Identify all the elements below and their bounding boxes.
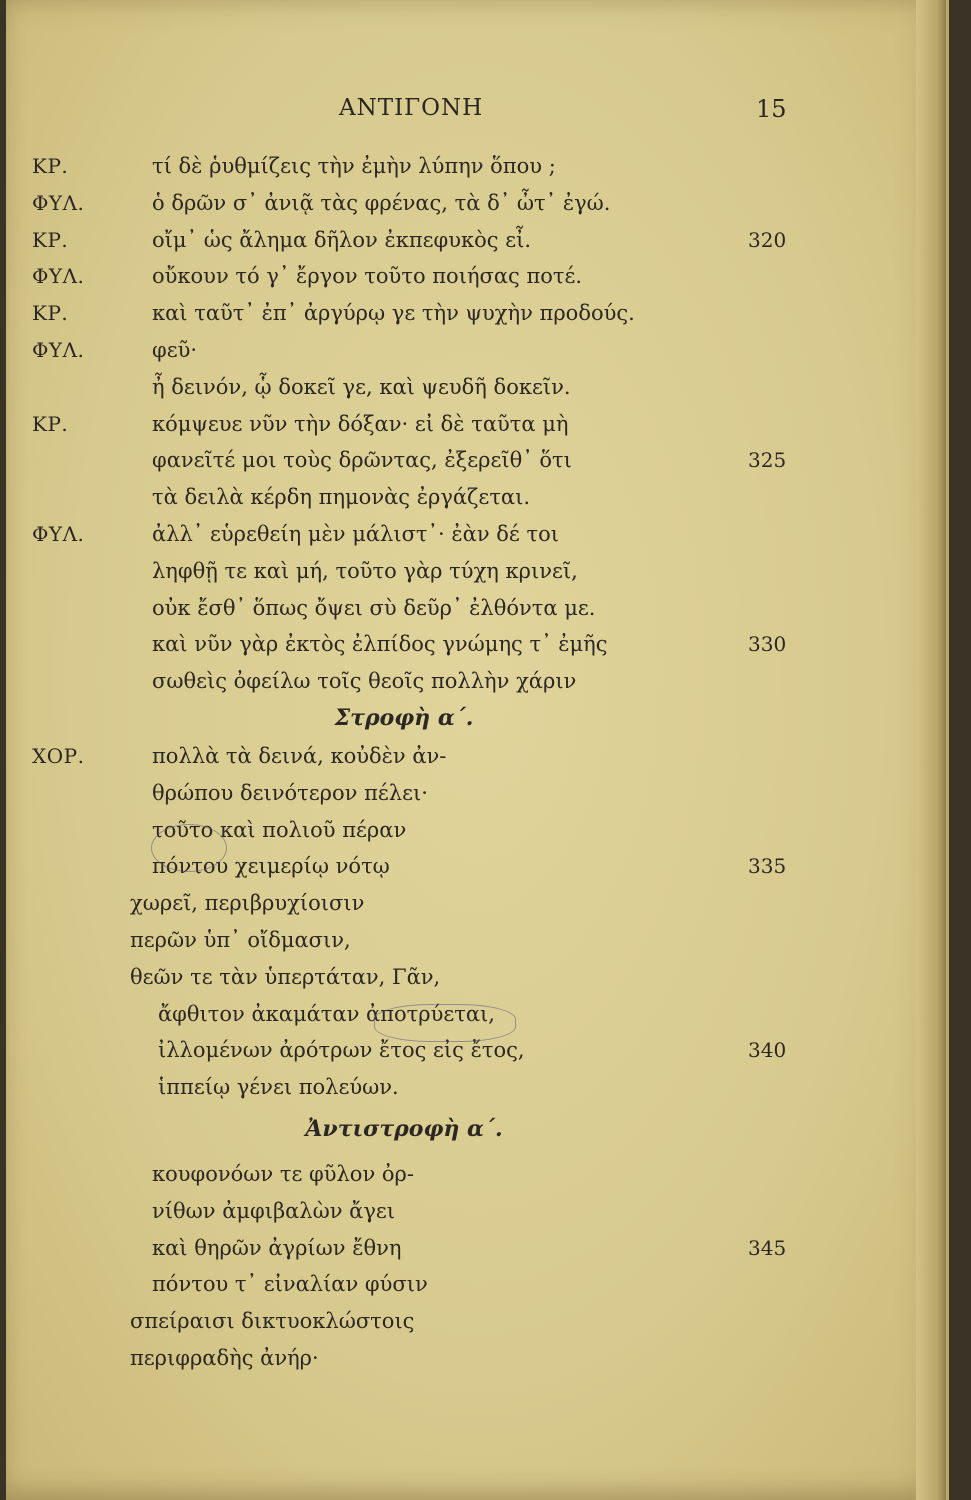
verse-text: ἀλλ᾽ εὑρεθείη μὲν μάλιστ᾽· ἐὰν δέ τοι — [152, 521, 559, 546]
verse-line — [6, 369, 946, 406]
verse-text: σπείραισι δικτυοκλώστοις — [130, 1309, 415, 1334]
dialogue-block — [6, 148, 946, 700]
speaker-label: ΦΥΛ. — [32, 264, 85, 289]
verse-text: ληφθῇ τε καὶ μή, τοῦτο γὰρ τύχη κρινεῖ, — [152, 558, 578, 583]
verse-text: ἰλλομένων ἀρότρων ἔτος εἰς ἔτος, — [158, 1038, 525, 1063]
verse-text: νίθων ἀμφιβαλὼν ἄγει — [152, 1198, 396, 1223]
verse-text: περῶν ὑπ᾽ οἴδμασιν, — [130, 927, 351, 952]
verse-text: πόντου τ᾽ εἰναλίαν φύσιν — [152, 1272, 428, 1297]
verse-text: οὔκουν τό γ᾽ ἔργον τοῦτο ποιήσας ποτέ. — [152, 264, 583, 289]
verse-text: κουφονόων τε φῦλον ὀρ- — [152, 1161, 414, 1186]
verse-line — [6, 1156, 946, 1193]
verse-line — [6, 738, 946, 775]
verse-text: τί δὲ ῥυθμίζεις τὴν ἐμὴν λύπην ὅπου ; — [152, 154, 556, 178]
verse-line — [6, 222, 946, 259]
line-number: 340 — [748, 1038, 787, 1063]
speaker-label: ΧΟΡ. — [32, 743, 85, 768]
speaker-label: ΚΡ. — [32, 227, 69, 252]
verse-line — [6, 775, 946, 812]
running-title: ΑΝΤΙΓΟΝΗ — [339, 95, 484, 121]
antistrophe-heading-row — [6, 1106, 946, 1152]
verse-line — [6, 663, 946, 700]
verse-line — [6, 812, 946, 849]
verse-text: πολλὰ τὰ δεινά, κοὐδὲν ἀν- — [152, 743, 447, 768]
verse-line — [6, 848, 946, 885]
verse-text: σωθεὶς ὀφείλω τοῖς θεοῖς πολλὴν χάριν — [152, 669, 577, 694]
verse-text: περιφραδὴς ἀνήρ· — [130, 1345, 319, 1370]
verse-line — [6, 295, 946, 332]
strophe-heading: Στροφὴ α΄. — [334, 704, 474, 731]
antistrophe-heading: Ἀντιστροφὴ α΄. — [305, 1115, 503, 1142]
speaker-label: ΦΥΛ. — [32, 190, 85, 215]
verse-text: οὐκ ἔσθ᾽ ὅπως ὄψει σὺ δεῦρ᾽ ἐλθόντα με. — [152, 595, 596, 620]
verse-line — [6, 442, 946, 479]
verse-line — [6, 1340, 946, 1377]
verse-line — [6, 1230, 946, 1267]
verse-text: θρώπου δεινότερον πέλει· — [152, 780, 428, 805]
verse-text: καὶ ταῦτ᾽ ἐπ᾽ ἀργύρῳ γε τὴν ψυχὴν προδούς. — [152, 301, 635, 326]
verse-line — [6, 959, 946, 996]
verse-line — [6, 553, 946, 590]
line-number: 325 — [748, 448, 787, 473]
strophe-block — [6, 738, 946, 1106]
verse-text: κόμψευε νῦν τὴν δόξαν· εἰ δὲ ταῦτα μὴ — [152, 411, 569, 436]
verse-line — [6, 332, 946, 369]
speaker-label: ΦΥΛ. — [32, 337, 85, 362]
book-page — [6, 0, 949, 1500]
verse-text: θεῶν τε τὰν ὑπερτάταν, Γᾶν, — [130, 964, 441, 989]
verse-text: καὶ νῦν γὰρ ἐκτὸς ἐλπίδος γνώμης τ᾽ ἐμῆς — [152, 632, 608, 657]
pencil-circle-mark — [151, 824, 227, 872]
verse-text: ἦ δεινόν, ᾧ δοκεῖ γε, καὶ ψευδῆ δοκεῖν. — [152, 374, 571, 399]
page-header — [6, 95, 946, 125]
verse-text: οἴμ᾽ ὡς ἄλημα δῆλον ἐκπεφυκὸς εἶ. — [152, 227, 531, 252]
verse-line — [6, 148, 946, 185]
verse-line — [6, 1303, 946, 1340]
page-number: 15 — [756, 95, 787, 123]
verse-text: τὰ δειλὰ κέρδη πημονὰς ἐργάζεται. — [152, 485, 531, 510]
verse-line — [6, 1069, 946, 1106]
antistrophe-block — [6, 1156, 946, 1377]
verse-line — [6, 516, 946, 553]
line-number: 335 — [748, 854, 787, 879]
line-number: 345 — [748, 1235, 787, 1260]
verse-line — [6, 1266, 946, 1303]
verse-text: καὶ θηρῶν ἀγρίων ἔθνη — [152, 1235, 402, 1260]
verse-text: τοῦτο καὶ πολιοῦ πέραν — [152, 817, 407, 842]
verse-line — [6, 406, 946, 443]
play-text — [6, 148, 946, 1377]
verse-line — [6, 885, 946, 922]
verse-text: φεῦ· — [152, 337, 198, 362]
pencil-underline-mark — [374, 1004, 516, 1042]
verse-text: ἄφθιτον ἀκαμάταν ἀποτρύεται, — [158, 1001, 495, 1026]
line-number: 330 — [748, 632, 787, 657]
verse-text: φανεῖτέ μοι τοὺς δρῶντας, ἐξερεῖθ᾽ ὅτι — [152, 448, 572, 473]
verse-line — [6, 1193, 946, 1230]
verse-text: ὁ δρῶν σ᾽ ἀνιᾷ τὰς φρένας, τὰ δ᾽ ὦτ᾽ ἐγώ. — [152, 190, 611, 215]
verse-line — [6, 922, 946, 959]
verse-line — [6, 626, 946, 663]
strophe-heading-row — [6, 700, 946, 738]
verse-line — [6, 590, 946, 627]
line-number: 320 — [748, 227, 787, 252]
verse-text: πόντου χειμερίῳ νότῳ — [152, 854, 390, 879]
verse-line — [6, 479, 946, 516]
speaker-label: ΦΥΛ. — [32, 521, 85, 546]
speaker-label: ΚΡ. — [32, 301, 69, 326]
verse-line — [6, 258, 946, 295]
verse-text: χωρεῖ, περιβρυχίοισιν — [130, 891, 365, 916]
speaker-label: ΚΡ. — [32, 411, 69, 436]
verse-line — [6, 185, 946, 222]
verse-text: ἱππείῳ γένει πολεύων. — [158, 1075, 399, 1100]
speaker-label: ΚΡ. — [32, 154, 69, 178]
